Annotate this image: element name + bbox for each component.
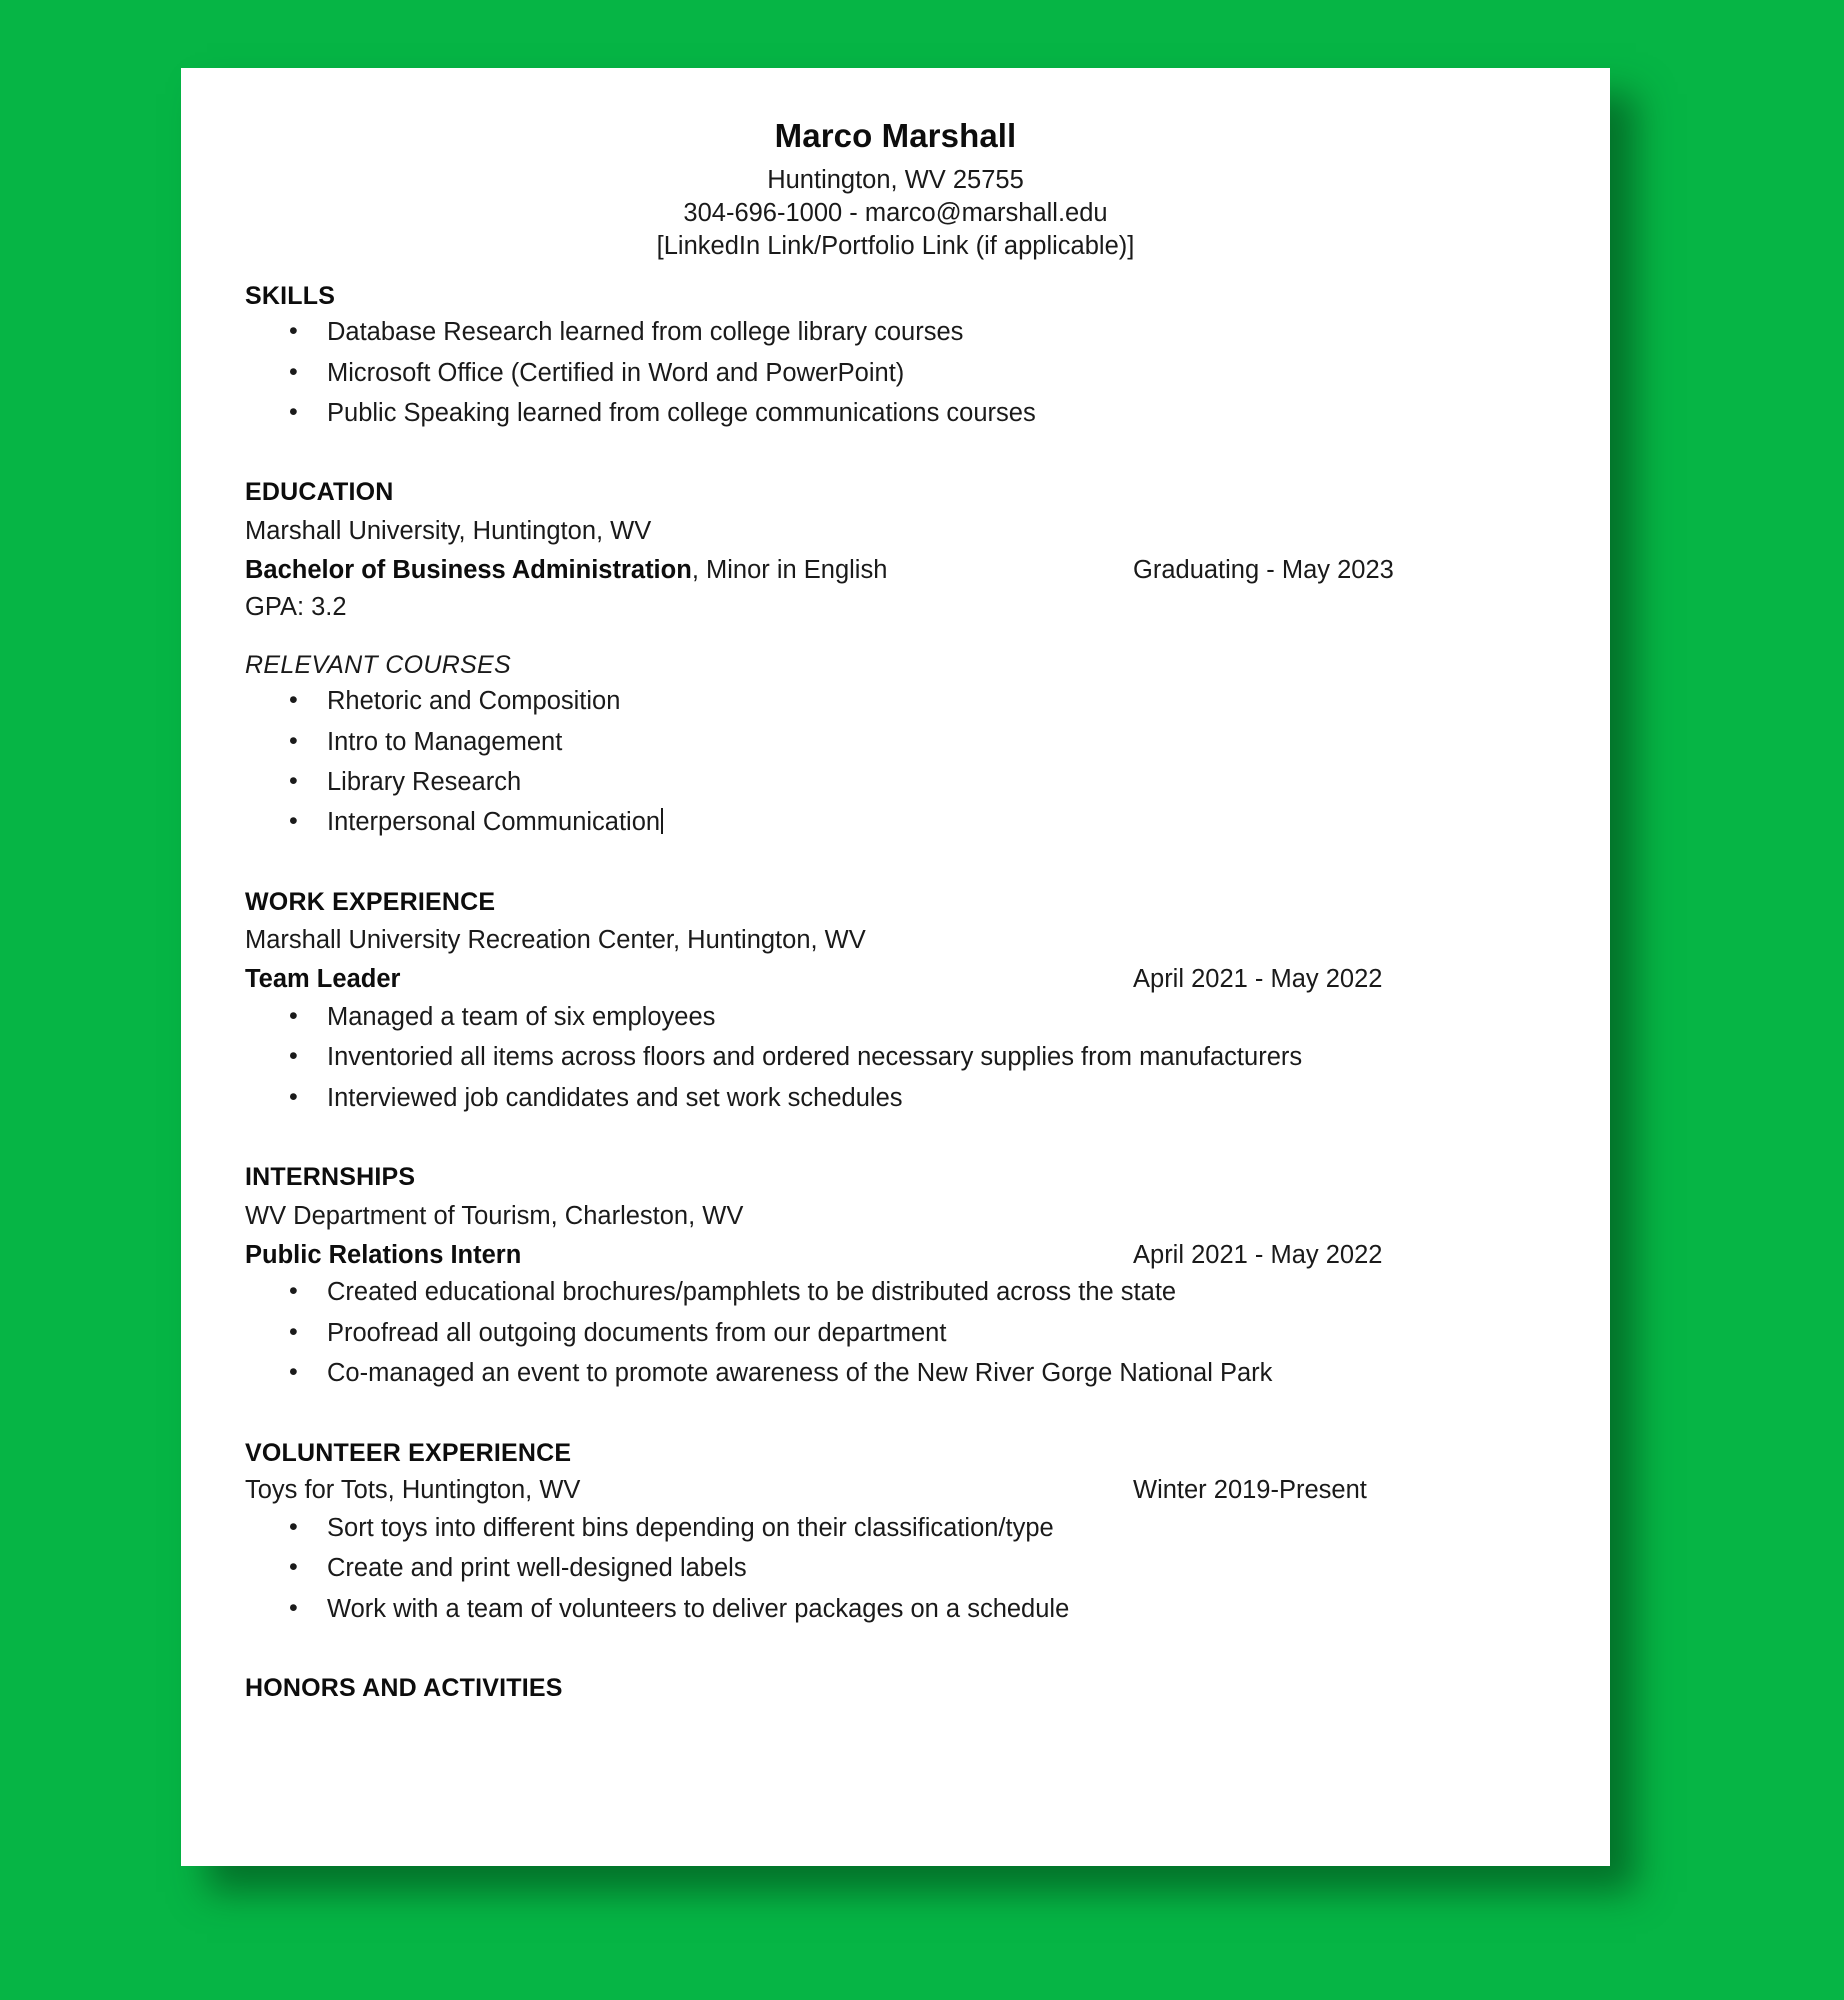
list-item: • Rhetoric and Composition (245, 685, 1546, 718)
section-honors-activities (245, 1672, 1546, 1705)
resume-body[interactable] (181, 68, 1610, 1705)
section-volunteer-experience (245, 1437, 1546, 1627)
list-item: • Co-managed an event to promote awareness of the New River Gorge National Park (245, 1357, 1546, 1390)
section-heading-skills: SKILLS (245, 281, 336, 310)
relevant-courses-heading: RELEVANT COURSES (245, 650, 511, 679)
list-item: • Work with a team of volunteers to deliver packages on a schedule (245, 1593, 1546, 1626)
internship-employer: WV Department of Tourism, Charleston, WV (245, 1201, 744, 1230)
candidate-links: [LinkedIn Link/Portfolio Link (if applicable)] (656, 232, 1135, 261)
education-school: Marshall University, Huntington, WV (245, 516, 652, 545)
skills-list (245, 316, 1546, 430)
internship-date: April 2021 - May 2022 (1133, 1240, 1383, 1269)
section-heading-volunteer: VOLUNTEER EXPERIENCE (245, 1438, 572, 1467)
list-item: • Interviewed job candidates and set work schedules (245, 1082, 1546, 1115)
education-degree (245, 554, 887, 588)
list-item: • Managed a team of six employees (245, 1001, 1546, 1034)
volunteer-date: Winter 2019-Present (1133, 1476, 1367, 1505)
work-date: April 2021 - May 2022 (1133, 965, 1383, 994)
education-degree-major: Bachelor of Business Administration (245, 555, 692, 584)
education-date: Graduating - May 2023 (1133, 555, 1394, 584)
section-heading-work-experience: WORK EXPERIENCE (245, 887, 496, 916)
course-label-editing: Interpersonal Communication (327, 808, 661, 837)
resume-page (181, 68, 1610, 1866)
internship-title (245, 1239, 521, 1273)
list-item: • Microsoft Office (Certified in Word and PowerPoint) (245, 357, 1546, 390)
list-item: • Sort toys into different bins depending on their classification/type (245, 1512, 1546, 1545)
work-bullets (245, 1001, 1546, 1115)
volunteer-bullets (245, 1512, 1546, 1626)
internship-title-label: Public Relations Intern (245, 1240, 522, 1269)
list-item: • Library Research (245, 766, 1546, 799)
section-heading-internships: INTERNSHIPS (245, 1163, 416, 1192)
candidate-name: Marco Marshall (774, 117, 1017, 154)
section-internships (245, 1161, 1546, 1390)
work-title (245, 963, 400, 997)
section-heading-education: EDUCATION (245, 478, 394, 507)
internship-title-row (245, 1239, 1546, 1273)
resume-header (245, 114, 1546, 264)
list-item: • Created educational brochures/pamphlets to be distributed across the state (245, 1276, 1546, 1309)
section-heading-honors: HONORS AND ACTIVITIES (245, 1674, 563, 1703)
education-gpa: GPA: 3.2 (245, 592, 347, 621)
list-item: • Public Speaking learned from college communications courses (245, 397, 1546, 430)
section-work-experience (245, 886, 1546, 1115)
list-item: • Inventoried all items across floors and ordered necessary supplies from manufacturers (245, 1041, 1546, 1074)
work-employer: Marshall University Recreation Center, Huntington, WV (245, 926, 866, 955)
list-item: • Intro to Management (245, 726, 1546, 759)
candidate-location: Huntington, WV 25755 (767, 165, 1024, 194)
list-item: • Proofread all outgoing documents from our department (245, 1317, 1546, 1350)
education-degree-row (245, 554, 1546, 588)
text-cursor (661, 808, 663, 834)
list-item (245, 806, 1546, 839)
candidate-contact: 304-696-1000 - marco@marshall.edu (683, 198, 1108, 227)
section-education (245, 476, 1546, 839)
internship-bullets (245, 1276, 1546, 1390)
volunteer-org-row (245, 1474, 1546, 1508)
list-item: • Create and print well-designed labels (245, 1552, 1546, 1585)
education-degree-minor: , Minor in English (691, 555, 888, 584)
list-item: • Database Research learned from college library courses (245, 316, 1546, 349)
work-title-row (245, 963, 1546, 997)
relevant-courses-list (245, 685, 1546, 840)
work-title-label: Team Leader (245, 965, 401, 994)
volunteer-organization: Toys for Tots, Huntington, WV (245, 1476, 581, 1505)
